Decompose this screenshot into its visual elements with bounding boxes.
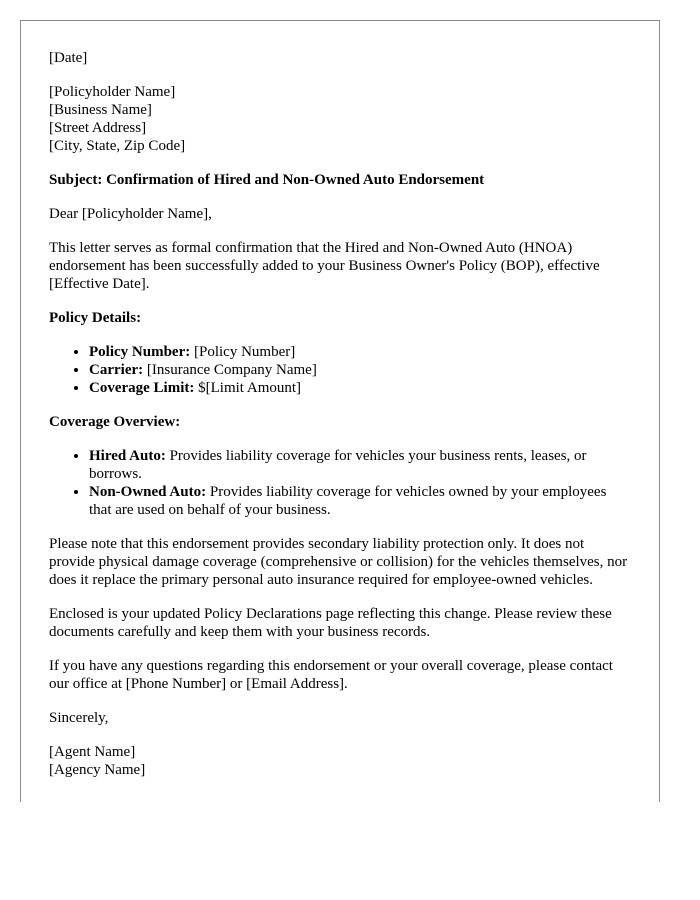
coverage-limit-label: Coverage Limit:	[89, 380, 195, 396]
carrier-value: [Insurance Company Name]	[143, 362, 317, 378]
list-item	[89, 343, 631, 361]
agent-name: [Agent Name]	[49, 744, 136, 760]
letter-subject: Subject: Confirmation of Hired and Non-Owned Auto Endorsement	[49, 172, 485, 188]
list-item	[89, 447, 631, 483]
recipient-address	[49, 83, 631, 155]
letter-enclosure: Enclosed is your updated Policy Declarations page reflecting this change. Please review these documents carefully and keep them with your business records.	[49, 606, 612, 640]
non-owned-auto-value: Provides liability coverage for vehicles owned by your employees that are used on behalf of your business.	[89, 484, 607, 518]
list-item	[89, 379, 631, 397]
letter-date: [Date]	[49, 50, 88, 66]
letter-intro: This letter serves as formal confirmation that the Hired and Non-Owned Auto (HNOA) endorsement has been successfully added to your Business Owner's Policy (BOP), effective [Effective Date].	[49, 240, 600, 292]
letter-salutation: Dear [Policyholder Name],	[49, 206, 212, 222]
carrier-label: Carrier:	[89, 362, 144, 378]
list-item	[89, 483, 631, 519]
hired-auto-value: Provides liability coverage for vehicles your business rents, leases, or borrows.	[89, 448, 587, 482]
letter-page	[20, 20, 660, 802]
letter-note: Please note that this endorsement provides secondary liability protection only. It does not provide physical damage coverage (comprehensive or collision) for the vehicles themselves, nor does it replace the primary personal auto insurance required for employee-owned vehicles.	[49, 536, 628, 588]
coverage-limit-value: $[Limit Amount]	[194, 380, 302, 396]
recipient-business: [Business Name]	[49, 102, 152, 118]
policy-details-list	[49, 343, 631, 397]
policy-number-label: Policy Number:	[89, 344, 191, 360]
policy-number-value: [Policy Number]	[190, 344, 296, 360]
hired-auto-label: Hired Auto:	[89, 448, 166, 464]
non-owned-auto-label: Non-Owned Auto:	[89, 484, 207, 500]
coverage-overview-heading: Coverage Overview:	[49, 414, 181, 430]
recipient-street: [Street Address]	[49, 120, 147, 136]
letter-closing: Sincerely,	[49, 710, 109, 726]
recipient-city: [City, State, Zip Code]	[49, 138, 186, 154]
agency-name: [Agency Name]	[49, 762, 146, 778]
recipient-name: [Policyholder Name]	[49, 84, 176, 100]
signature-block	[49, 743, 631, 779]
coverage-overview-list	[49, 447, 631, 519]
letter-questions: If you have any questions regarding this endorsement or your overall coverage, please contact our office at [Phone Number] or [Email Address].	[49, 658, 613, 692]
list-item	[89, 361, 631, 379]
policy-details-heading: Policy Details:	[49, 310, 142, 326]
